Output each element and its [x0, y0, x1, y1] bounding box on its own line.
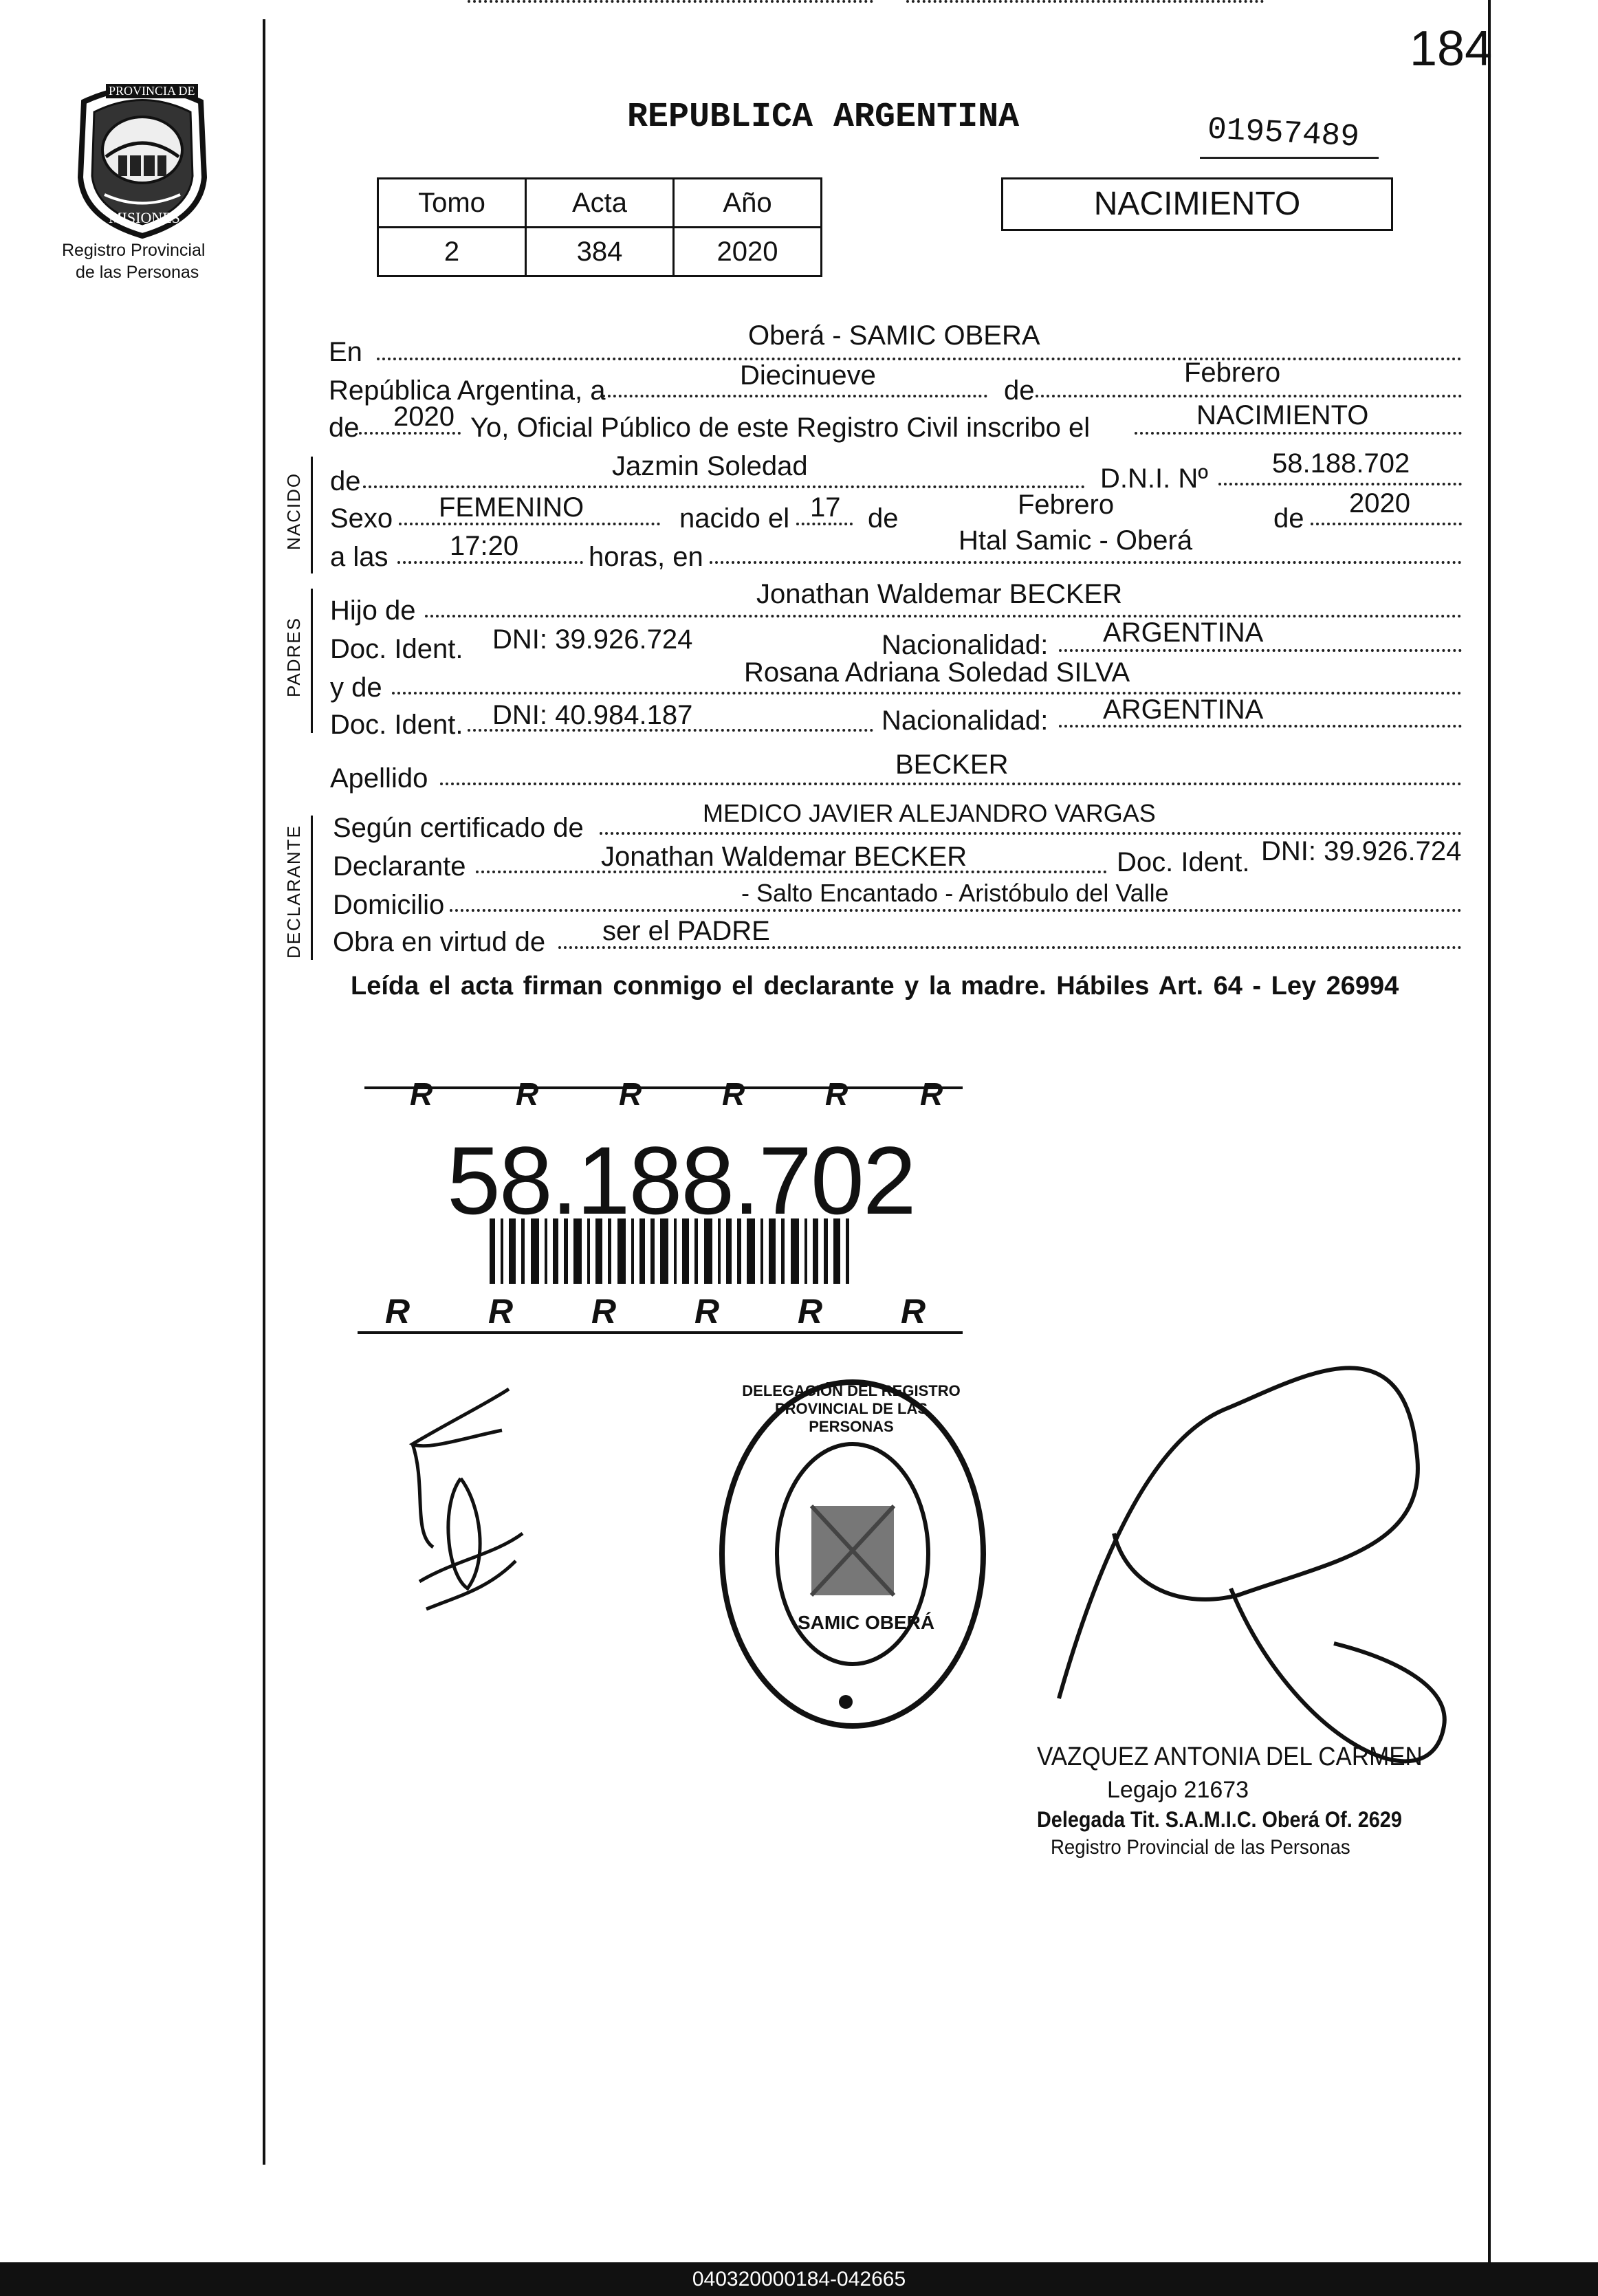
declarant-signature	[385, 1382, 550, 1630]
father-doc-label: Doc. Ident.	[330, 634, 463, 664]
declarante-section-label: DECLARANTE	[283, 824, 304, 959]
r-mark-top-1: R	[410, 1076, 433, 1112]
logo-top-text: PROVINCIA DE	[106, 84, 198, 98]
place-value: Oberá - SAMIC OBERA	[748, 320, 1040, 351]
republica-label: República Argentina, a	[329, 375, 606, 406]
r-mark-bottom-2: R	[488, 1292, 514, 1331]
mother-nationality-value: ARGENTINA	[1103, 695, 1264, 725]
dotted-line	[1059, 649, 1462, 652]
registry-logo	[63, 74, 221, 239]
father-nationality-label: Nacionalidad:	[882, 630, 1049, 660]
register-value-anio: 2020	[674, 228, 822, 276]
r-mark-bottom-5: R	[798, 1292, 823, 1331]
logo-bottom-text: MISIONES	[109, 209, 180, 226]
year-value: 2020	[393, 402, 455, 432]
padres-section-label: PADRES	[283, 617, 304, 697]
sex-value: FEMENINO	[439, 492, 584, 523]
padres-bracket	[311, 589, 313, 733]
nacido-el-label: nacido el	[679, 503, 790, 534]
declarant-doc-value: DNI: 39.926.724	[1261, 836, 1462, 866]
r-mark-top-4: R	[722, 1076, 745, 1112]
month-value: Febrero	[1184, 358, 1281, 388]
page-title: REPUBLICA ARGENTINA	[627, 98, 1020, 137]
seal-outer-text: DELEGACIÓN DEL REGISTRO PROVINCIAL DE LAS PERSONAS	[742, 1382, 961, 1435]
father-doc-value: DNI: 39.926.724	[492, 624, 693, 655]
dotted-line	[440, 783, 1462, 785]
right-margin-line	[1488, 0, 1491, 2262]
register-table-header-row	[378, 179, 822, 228]
dotted-line	[363, 485, 1085, 488]
register-value-acta: 384	[526, 228, 674, 276]
dotted-line	[710, 561, 1462, 564]
r-mark-bottom-1: R	[385, 1292, 411, 1331]
year-prefix-label: de	[329, 413, 360, 443]
mother-name-value: Rosana Adriana Soledad SILVA	[744, 657, 1130, 688]
birth-year-value: 2020	[1349, 488, 1410, 518]
hijo-de-label: Hijo de	[330, 595, 416, 626]
act-type-box	[1001, 177, 1393, 231]
dotted-line	[377, 358, 1462, 360]
dotted-line	[600, 832, 1462, 835]
left-margin-line	[263, 19, 265, 2165]
dotted-line	[1311, 523, 1462, 525]
r-mark-top-5: R	[825, 1076, 849, 1112]
nacido-section-label: NACIDO	[283, 472, 304, 550]
footer-code: 040320000184-042665	[692, 2268, 906, 2290]
birth-place-value: Htal Samic - Oberá	[959, 525, 1193, 556]
en-label: En	[329, 337, 362, 367]
register-table-value-row	[378, 228, 822, 276]
r-mark-bottom-4: R	[694, 1292, 720, 1331]
act-type-label: NACIMIENTO	[1093, 186, 1301, 222]
declarante-label: Declarante	[333, 851, 466, 882]
seal-inner-text: SAMIC OBERÁ	[798, 1612, 935, 1633]
statement-text: Yo, Oficial Público de este Registro Civil inscribo el	[470, 413, 1091, 443]
child-dni-value: 58.188.702	[1272, 448, 1410, 479]
a-las-label: a las	[330, 542, 388, 572]
day-words-value: Diecinueve	[740, 360, 876, 391]
y-de-label: y de	[330, 673, 382, 703]
register-header-anio: Año	[674, 179, 822, 228]
sexo-label: Sexo	[330, 503, 393, 534]
birth-day-value: 17	[810, 492, 841, 523]
dotted-line	[1036, 395, 1462, 397]
nacido-bracket	[311, 457, 313, 573]
certificate-label: Según certificado de	[333, 813, 584, 843]
capacity-value: ser el PADRE	[602, 916, 770, 946]
nacido-de-label: de	[330, 466, 361, 496]
horas-en-label: horas, en	[589, 542, 703, 572]
father-nationality-value: ARGENTINA	[1103, 617, 1264, 648]
domicilio-label: Domicilio	[333, 890, 445, 920]
declarant-doc-label: Doc. Ident.	[1117, 847, 1250, 877]
obra-label: Obra en virtud de	[333, 927, 546, 957]
time-value: 17:20	[450, 531, 519, 561]
official-role: Delegada Tit. S.A.M.I.C. Oberá Of. 2629	[1037, 1807, 1402, 1832]
barcode-number: 58.188.702	[447, 1126, 915, 1234]
de-label: de	[1004, 375, 1035, 406]
official-legajo: Legajo 21673	[1107, 1777, 1249, 1803]
r-mark-top-2: R	[516, 1076, 539, 1112]
mother-doc-value: DNI: 40.984.187	[492, 700, 693, 730]
dotted-line	[450, 909, 1462, 912]
register-header-tomo: Tomo	[378, 179, 526, 228]
official-office: Registro Provincial de las Personas	[1051, 1836, 1350, 1859]
record-type-value: NACIMIENTO	[1196, 400, 1369, 430]
dotted-line	[602, 395, 987, 397]
mother-doc-label: Doc. Ident.	[330, 710, 463, 740]
serial-number: 01957489	[1206, 111, 1361, 155]
dotted-line	[1135, 432, 1462, 435]
birth-de-label: de	[868, 503, 899, 534]
birth-de-label-2: de	[1273, 503, 1304, 534]
dni-label: D.N.I. Nº	[1100, 463, 1208, 494]
r-mark-bottom-3: R	[591, 1292, 617, 1331]
address-value: - Salto Encantado - Aristóbulo del Valle	[741, 879, 1169, 907]
serial-underline	[1200, 157, 1379, 159]
r-mark-top-3: R	[619, 1076, 642, 1112]
barcode-sticker	[358, 1073, 963, 1334]
mother-nationality-label: Nacionalidad:	[882, 706, 1049, 736]
register-header-acta: Acta	[526, 179, 674, 228]
r-mark-bottom-6: R	[901, 1292, 926, 1331]
official-name: VAZQUEZ ANTONIA DEL CARMEN	[1037, 1742, 1423, 1771]
declarante-bracket	[311, 816, 313, 960]
registry-name-line1: Registro Provincial	[62, 241, 206, 260]
page-number: 184	[1410, 21, 1493, 76]
dotted-line	[1218, 483, 1462, 485]
register-table	[377, 177, 822, 277]
father-name-value: Jonathan Waldemar BECKER	[756, 579, 1123, 609]
certificate-value: MEDICO JAVIER ALEJANDRO VARGAS	[703, 799, 1156, 827]
child-name-value: Jazmin Soledad	[612, 451, 808, 481]
apellido-label: Apellido	[330, 763, 428, 794]
dotted-line	[425, 615, 1462, 617]
declarant-name-value: Jonathan Waldemar BECKER	[601, 842, 967, 872]
closing-text: Leída el acta firman conmigo el declarante y la madre. Hábiles Art. 64 - Ley 26994	[351, 972, 1399, 1001]
register-value-tomo: 2	[378, 228, 526, 276]
footer-bar	[0, 2262, 1598, 2296]
dotted-line	[468, 0, 873, 3]
apellido-value: BECKER	[895, 750, 1009, 780]
dotted-line	[392, 692, 1462, 695]
registry-name-line2: de las Personas	[76, 263, 199, 282]
birth-month-value: Febrero	[1018, 490, 1115, 520]
r-mark-top-6: R	[920, 1076, 943, 1112]
dotted-line	[906, 0, 1264, 3]
